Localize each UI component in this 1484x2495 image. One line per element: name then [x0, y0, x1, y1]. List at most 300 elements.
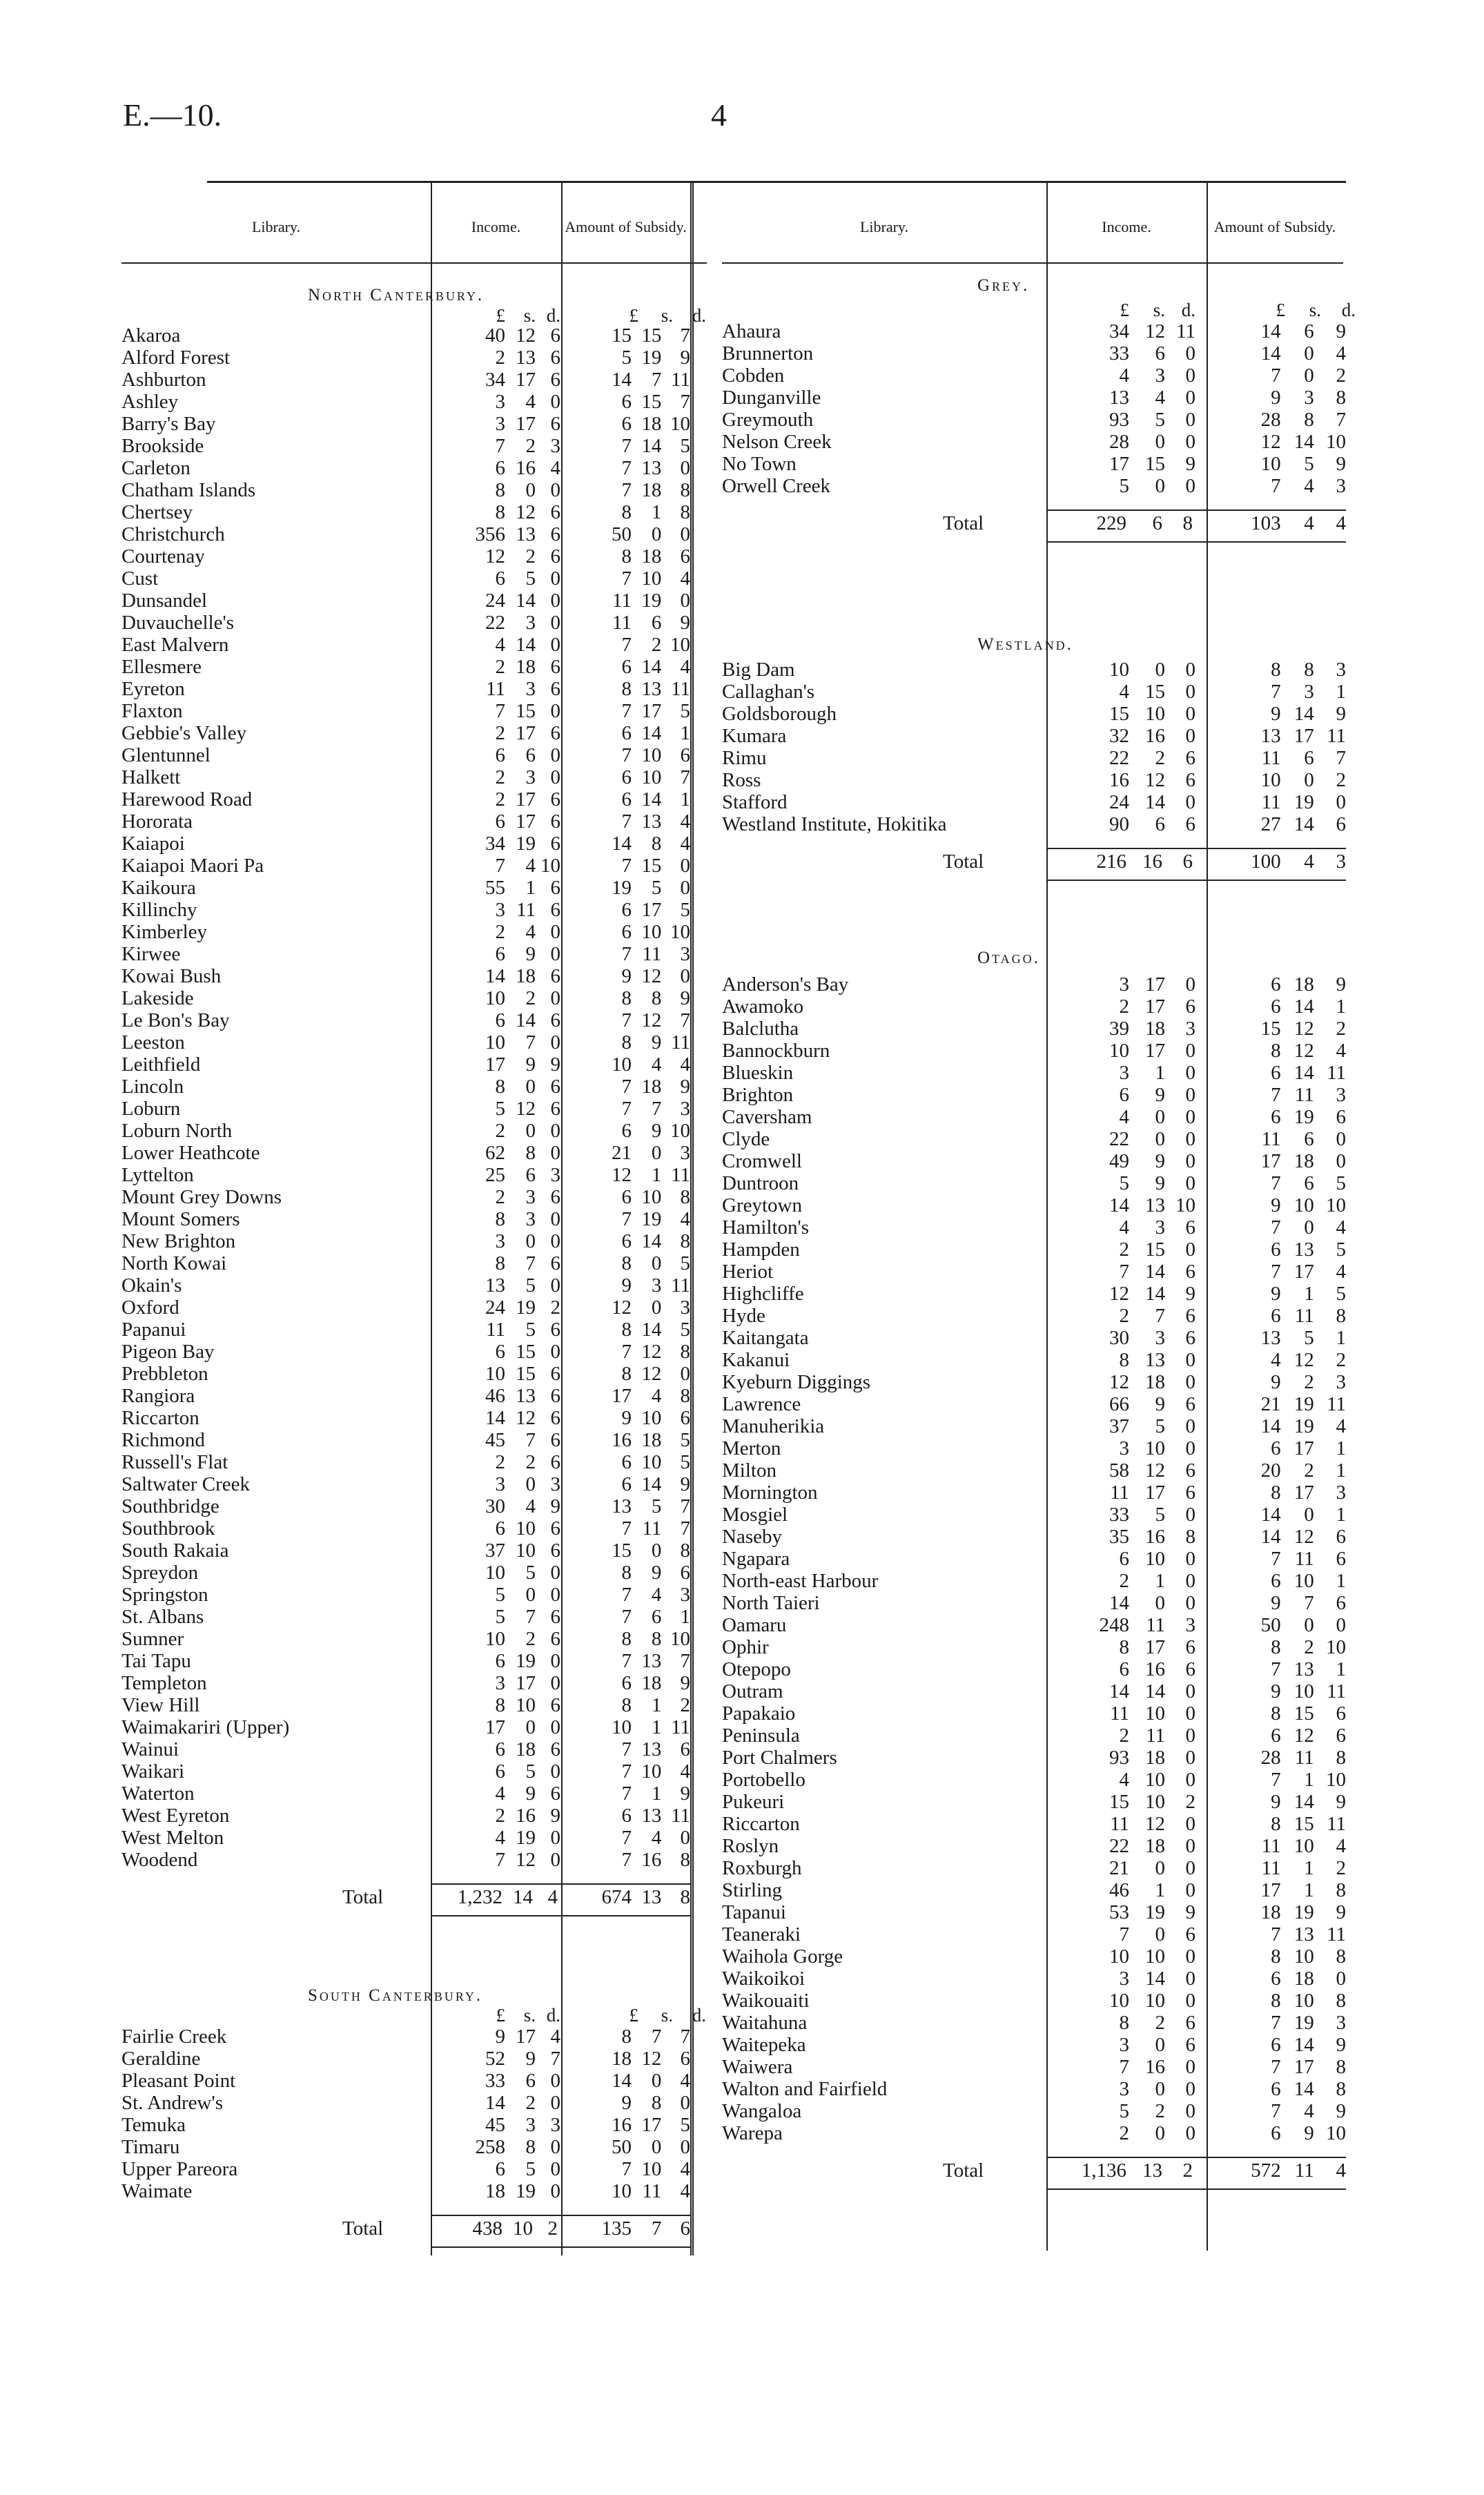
subsidy-value: 6 10 10: [621, 920, 690, 943]
subsidy-value: 10 0 2: [1260, 768, 1346, 791]
table-row: [121, 1009, 690, 1031]
income-value: 22 3 0: [485, 611, 560, 634]
total-rule: [431, 2215, 690, 2216]
library-name: Okain's: [121, 1274, 182, 1297]
total-rule: [431, 1883, 690, 1885]
subsidy-value: 15 12 2: [1260, 1017, 1346, 1040]
subsidy-value: 14 0 4: [1260, 342, 1346, 365]
library-cell: [121, 1098, 431, 1120]
subsidy-value: 50 0 0: [611, 523, 690, 545]
library-cell: [722, 2034, 1046, 2056]
subsidy-value: 8 10 8: [1271, 1945, 1346, 1968]
region-rows: [121, 2026, 690, 2202]
library-name: Clyde: [722, 1128, 770, 1150]
subsidy-value: 8 17 3: [1271, 1481, 1346, 1504]
table-row: [722, 1482, 1346, 1504]
subsidy-value: 9 14 9: [1271, 702, 1346, 725]
subsidy-value: 18 12 6: [611, 2047, 690, 2070]
library-cell: [722, 1614, 1046, 1636]
library-cell: [722, 1393, 1046, 1415]
income-value: 7 4 10: [495, 854, 560, 877]
income-value: 33 6 0: [1109, 342, 1195, 365]
table-row: [722, 1835, 1346, 1857]
library-cell: [722, 1305, 1046, 1327]
table-row: [722, 1990, 1346, 2012]
table-row: [722, 1945, 1346, 1968]
subsidy-value: 11 19 0: [612, 589, 690, 612]
library-cell: [722, 2078, 1046, 2100]
table-row: [121, 1385, 690, 1407]
library-name: Manuherikia: [722, 1415, 825, 1437]
library-name: Waimate: [121, 2180, 193, 2202]
subsidy-value: 7 17 5: [621, 699, 690, 722]
subsidy-value: 8 18 6: [621, 545, 690, 567]
income-value: 3 0 0: [495, 1230, 560, 1252]
library-name: Flaxton: [121, 700, 183, 722]
total-subsidy-value: 135 7 6: [601, 2217, 690, 2240]
library-cell: [722, 1349, 1046, 1371]
table-row: [722, 1526, 1346, 1548]
table-row: [121, 1164, 690, 1186]
region-heading: North Canterbury.: [308, 286, 485, 304]
table-row: [121, 2158, 690, 2180]
total-subsidy-value: 572 11 4: [1251, 2159, 1346, 2182]
table-row: [722, 1459, 1346, 1482]
library-name: Kakanui: [722, 1349, 790, 1371]
library-name: Glentunnel: [121, 744, 211, 766]
table-row: [722, 1968, 1346, 1990]
subsidy-value: 7 1 10: [1271, 1768, 1346, 1791]
subsidy-value: 9 2 3: [1271, 1370, 1346, 1393]
library-cell: [121, 590, 431, 612]
subsidy-value: 11 19 0: [1261, 790, 1346, 813]
income-value: 30 4 9: [485, 1495, 560, 1517]
library-name: Wainui: [121, 1738, 179, 1760]
library-cell: [121, 1429, 431, 1451]
income-value: 11 10 0: [1110, 1702, 1195, 1725]
subsidy-value: 9 14 9: [1271, 1790, 1346, 1813]
table-row: [121, 1562, 690, 1584]
library-name: Otepopo: [722, 1658, 791, 1680]
library-cell: [722, 1504, 1046, 1526]
library-cell: [121, 1164, 431, 1186]
library-name: Dunsandel: [121, 590, 208, 612]
subsidy-value: 6 18 9: [1271, 973, 1346, 996]
income-value: 52 9 7: [485, 2047, 560, 2070]
library-name: Waikari: [121, 1760, 185, 1783]
table-row: [722, 409, 1346, 431]
library-name: Lakeside: [121, 987, 194, 1009]
library-cell: [121, 1274, 431, 1297]
library-name: Mount Somers: [121, 1208, 240, 1230]
total-label: Total: [943, 2159, 984, 2182]
subsidy-value: 50 0 0: [611, 2135, 690, 2158]
library-name: Papakaio: [722, 1702, 796, 1725]
library-cell: [722, 1283, 1046, 1305]
subsidy-value: 7 17 4: [1271, 1260, 1346, 1283]
library-name: South Rakaia: [121, 1540, 229, 1562]
table-row: [722, 1084, 1346, 1106]
table-row: [121, 501, 690, 523]
table-row: [121, 1827, 690, 1849]
total-label-cell: [722, 2159, 1046, 2182]
table-row: [722, 1747, 1346, 1769]
subsidy-value: 7 0 4: [1271, 1216, 1346, 1239]
income-value: 12 2 6: [485, 545, 560, 567]
library-name: Cobden: [722, 365, 785, 387]
income-value: 24 14 0: [1109, 790, 1195, 813]
library-name: Ahaura: [722, 320, 781, 342]
library-cell: [121, 1363, 431, 1385]
library-name: Stafford: [722, 791, 788, 813]
library-cell: [722, 703, 1046, 725]
library-name: Southbrook: [121, 1517, 215, 1540]
table-row: [722, 1040, 1346, 1062]
library-cell: [722, 475, 1046, 497]
subsidy-value: 6 14 8: [1271, 2077, 1346, 2100]
income-value: 6 14 6: [495, 1009, 560, 1031]
table-row: [121, 2048, 690, 2070]
library-name: Woodend: [121, 1849, 198, 1871]
region-rows: [722, 320, 1346, 497]
income-value: 4 3 6: [1119, 1216, 1195, 1239]
library-name: Mornington: [722, 1482, 818, 1504]
income-value: 11 3 6: [486, 677, 560, 700]
table-row: [121, 1473, 690, 1495]
library-cell: [121, 369, 431, 391]
income-value: 17 0 0: [485, 1716, 560, 1738]
table-row: [121, 1120, 690, 1142]
table-row: [121, 457, 690, 479]
library-name: Callaghan's: [722, 681, 815, 703]
library-cell: [722, 1459, 1046, 1482]
table-row: [722, 2078, 1346, 2100]
income-value: 3 10 0: [1119, 1437, 1195, 1459]
subsidy-value: 6 13 5: [1271, 1238, 1346, 1261]
subsidy-value: 9 12 0: [621, 964, 690, 987]
income-value: 39 18 3: [1109, 1017, 1195, 1040]
subsidy-value: 8 1 8: [621, 501, 690, 523]
table-row: [121, 899, 690, 921]
library-cell: [722, 1813, 1046, 1835]
library-cell: [121, 612, 431, 634]
income-value: 18 19 0: [485, 2180, 560, 2202]
library-cell: [121, 1031, 431, 1054]
subsidy-value: 7 13 7: [621, 1649, 690, 1672]
total-rule-bottom: [1046, 2188, 1346, 2190]
income-value: 7 16 0: [1119, 2055, 1195, 2078]
income-value: 17 15 9: [1109, 452, 1195, 475]
income-value: 8 17 6: [1119, 1635, 1195, 1658]
page-number: 4: [711, 97, 727, 133]
library-name: Spreydon: [121, 1562, 199, 1584]
library-cell: [121, 479, 431, 501]
library-name: Richmond: [121, 1429, 205, 1451]
table-row: [121, 1252, 690, 1274]
library-name: Papanui: [121, 1319, 186, 1341]
library-name: Kimberley: [121, 921, 208, 943]
library-cell: [121, 943, 431, 965]
subsidy-value: 9 10 6: [621, 1406, 690, 1429]
table-row: [121, 2070, 690, 2092]
total-income-value: 1,232 14 4: [457, 1885, 558, 1908]
total-row: [722, 851, 1346, 873]
income-value: 8 12 6: [495, 501, 560, 523]
table-row: [722, 1415, 1346, 1437]
subsidy-value: 8 0 5: [621, 1252, 690, 1274]
subsidy-value: 8 7 7: [621, 2025, 690, 2048]
library-cell: [121, 700, 431, 722]
library-name: Blueskin: [722, 1062, 794, 1084]
income-value: 10 15 6: [485, 1362, 560, 1385]
library-cell: [722, 1526, 1046, 1548]
table-row: [121, 1142, 690, 1164]
table-row: [722, 320, 1346, 342]
income-value: 8 7 6: [495, 1252, 560, 1274]
income-value: 2 2 6: [495, 1450, 560, 1473]
subsidy-value: 9 10 11: [1271, 1680, 1346, 1702]
income-value: 7 2 3: [495, 434, 560, 457]
table-row: [722, 1150, 1346, 1172]
region-heading: Otago.: [977, 949, 1040, 967]
library-cell: [722, 1658, 1046, 1680]
subsidy-value: 16 18 5: [611, 1428, 690, 1451]
library-name: Lincoln: [121, 1076, 184, 1098]
library-name: New Brighton: [121, 1230, 236, 1252]
income-value: 93 5 0: [1109, 408, 1195, 431]
income-value: 356 13 6: [475, 523, 560, 545]
subsidy-value: 11 10 4: [1261, 1834, 1346, 1857]
library-name: Rimu: [722, 747, 767, 769]
column-header-subsidy: Amount of Subsidy.: [565, 217, 687, 235]
library-cell: [722, 431, 1046, 453]
library-cell: [722, 725, 1046, 747]
library-name: Akaroa: [121, 324, 181, 347]
subsidy-value: 11 6 0: [1261, 1127, 1346, 1150]
library-cell: [722, 1084, 1046, 1106]
table-row: [121, 1208, 690, 1230]
table-row: [722, 1018, 1346, 1040]
income-value: 3 0 0: [1119, 2077, 1195, 2100]
library-name: Riccarton: [121, 1407, 199, 1429]
table-row: [121, 744, 690, 766]
table-row: [722, 1216, 1346, 1239]
subsidy-value: 20 2 1: [1260, 1459, 1346, 1482]
subsidy-value: 7 3 1: [1271, 680, 1346, 703]
table-row: [722, 453, 1346, 475]
library-cell: [722, 2122, 1046, 2144]
subsidy-value: 10 5 9: [1260, 452, 1346, 475]
table-row: [722, 1658, 1346, 1680]
column-header-income: Income.: [471, 217, 521, 235]
region-heading: Westland.: [977, 635, 1073, 654]
income-value: 10 5 0: [485, 1561, 560, 1584]
subsidy-value: 7 11 6: [1271, 1547, 1346, 1570]
income-value: 5 9 0: [1119, 1172, 1195, 1194]
library-cell: [121, 656, 431, 678]
table-row: [121, 1230, 690, 1252]
subsidy-value: 15 15 7: [611, 324, 690, 347]
income-value: 46 13 6: [485, 1384, 560, 1407]
library-name: Warepa: [722, 2122, 783, 2144]
table-row: [121, 369, 690, 391]
income-value: 14 0 0: [1109, 1591, 1195, 1614]
library-name: Bannockburn: [722, 1040, 830, 1062]
library-cell: [722, 1945, 1046, 1968]
table-row: [722, 659, 1346, 681]
library-cell: [722, 1327, 1046, 1349]
library-cell: [722, 1172, 1046, 1194]
library-name: Waitepeka: [722, 2034, 806, 2056]
library-name: West Melton: [121, 1827, 224, 1849]
table-row: [722, 791, 1346, 813]
library-name: Temuka: [121, 2114, 186, 2136]
income-value: 15 10 2: [1109, 1790, 1195, 1813]
library-name: Heriot: [722, 1261, 774, 1283]
library-cell: [121, 545, 431, 567]
library-cell: [121, 1672, 431, 1694]
library-name: Big Dam: [722, 659, 795, 681]
total-rule: [1046, 2157, 1346, 2158]
table-row: [121, 1098, 690, 1120]
table-row: [722, 1504, 1346, 1526]
table-row: [121, 1076, 690, 1098]
income-value: 10 17 0: [1109, 1039, 1195, 1062]
income-value: 7 15 0: [495, 699, 560, 722]
library-name: Roxburgh: [722, 1857, 802, 1879]
total-income-value: 229 6 8: [1096, 512, 1193, 534]
library-name: Awamoko: [722, 996, 804, 1018]
income-value: 10 10 0: [1109, 1945, 1195, 1968]
library-cell: [722, 409, 1046, 431]
library-name: Anderson's Bay: [722, 973, 849, 996]
subsidy-value: 6 14 1: [621, 721, 690, 744]
income-value: 2 0 0: [1119, 2122, 1195, 2144]
subsidy-value: 8 12 4: [1271, 1039, 1346, 1062]
library-cell: [722, 2100, 1046, 2122]
income-value: 2 4 0: [495, 920, 560, 943]
library-name: Naseby: [722, 1526, 782, 1548]
library-name: Prebbleton: [121, 1363, 208, 1385]
table-row: [121, 1186, 690, 1208]
region-heading: Grey.: [977, 276, 1030, 295]
income-value: 34 12 11: [1109, 320, 1195, 342]
income-value: 6 5 0: [495, 1760, 560, 1783]
income-value: 62 8 0: [485, 1141, 560, 1164]
income-value: 3 17 6: [495, 412, 560, 435]
table-row: [722, 2056, 1346, 2078]
subsidy-value: 7 17 8: [1271, 2055, 1346, 2078]
library-name: Killinchy: [121, 899, 197, 921]
library-name: Oamaru: [722, 1614, 787, 1636]
library-cell: [121, 1805, 431, 1827]
table-row: [722, 813, 1346, 835]
library-name: Waterton: [121, 1783, 195, 1805]
library-name: Nelson Creek: [722, 431, 832, 453]
library-name: Balclutha: [722, 1018, 799, 1040]
subsidy-value: 9 1 5: [1271, 1282, 1346, 1305]
library-cell: [722, 681, 1046, 703]
income-value: 22 0 0: [1109, 1127, 1195, 1150]
library-name: Outram: [722, 1680, 783, 1702]
library-cell: [722, 1482, 1046, 1504]
subsidy-value: 7 11 7: [621, 1517, 690, 1540]
library-name: Russell's Flat: [121, 1451, 228, 1473]
table-row: [121, 766, 690, 788]
table-row: [121, 1760, 690, 1783]
library-cell: [121, 766, 431, 788]
library-cell: [722, 1128, 1046, 1150]
income-value: 5 0 0: [1119, 474, 1195, 497]
subsidy-value: 7 13 6: [621, 1738, 690, 1760]
subsidy-value: 6 15 7: [621, 390, 690, 413]
library-name: Carleton: [121, 457, 191, 479]
library-name: Lawrence: [722, 1393, 801, 1415]
income-value: 58 12 6: [1109, 1459, 1195, 1482]
library-name: Southbridge: [121, 1495, 219, 1517]
library-cell: [722, 453, 1046, 475]
library-name: Sumner: [121, 1628, 184, 1650]
income-value: 2 13 6: [495, 346, 560, 369]
library-cell: [121, 833, 431, 855]
income-value: 14 2 0: [485, 2091, 560, 2114]
income-value: 8 10 6: [495, 1693, 560, 1716]
income-value: 12 18 0: [1109, 1370, 1195, 1393]
library-name: Lyttelton: [121, 1164, 194, 1186]
table-row: [121, 1517, 690, 1540]
subsidy-value: 8 9 6: [621, 1561, 690, 1584]
library-name: Halkett: [121, 766, 181, 788]
subsidy-value: 19 5 0: [611, 876, 690, 899]
table-row: [121, 1849, 690, 1871]
library-name: Westland Institute, Hokitika: [722, 813, 947, 835]
library-name: Waimakariri (Upper): [121, 1716, 290, 1738]
total-label: Total: [943, 512, 984, 534]
subsidy-value: 6 10 1: [1271, 1569, 1346, 1592]
library-name: Waikouaiti: [722, 1990, 810, 2012]
income-value: 4 3 0: [1119, 364, 1195, 387]
income-value: 5 12 6: [495, 1097, 560, 1120]
library-name: Waitahuna: [722, 2012, 808, 2034]
library-name: Eyreton: [121, 678, 185, 700]
column-divider-double: [690, 182, 694, 2255]
subsidy-value: 7 2 10: [621, 633, 690, 656]
subsidy-value: 6 13 11: [621, 1804, 690, 1827]
table-row: [722, 1901, 1346, 1923]
income-value: 7 0 6: [1119, 1923, 1195, 1945]
subsidy-value: 14 12 6: [1260, 1525, 1346, 1548]
subsidy-value: 8 8 3: [1271, 658, 1346, 681]
subsidy-value: 27 14 6: [1260, 813, 1346, 835]
subsidy-value: 7 4 3: [1271, 474, 1346, 497]
library-cell: [722, 1106, 1046, 1128]
library-cell: [121, 2092, 431, 2114]
library-name: Courtenay: [121, 545, 205, 567]
table-row: [722, 2100, 1346, 2122]
library-cell: [121, 855, 431, 877]
library-name: Tai Tapu: [121, 1650, 191, 1672]
library-name: Cromwell: [722, 1150, 802, 1172]
subsidy-value: 7 10 6: [621, 744, 690, 766]
library-cell: [722, 1415, 1046, 1437]
income-value: 258 8 0: [475, 2135, 560, 2158]
library-name: Greymouth: [722, 409, 814, 431]
column-header-library: Library.: [859, 217, 909, 235]
income-value: 9 17 4: [495, 2025, 560, 2048]
table-row: [121, 1584, 690, 1606]
subsidy-value: 13 5 7: [611, 1495, 690, 1517]
income-value: 53 19 9: [1109, 1901, 1195, 1923]
